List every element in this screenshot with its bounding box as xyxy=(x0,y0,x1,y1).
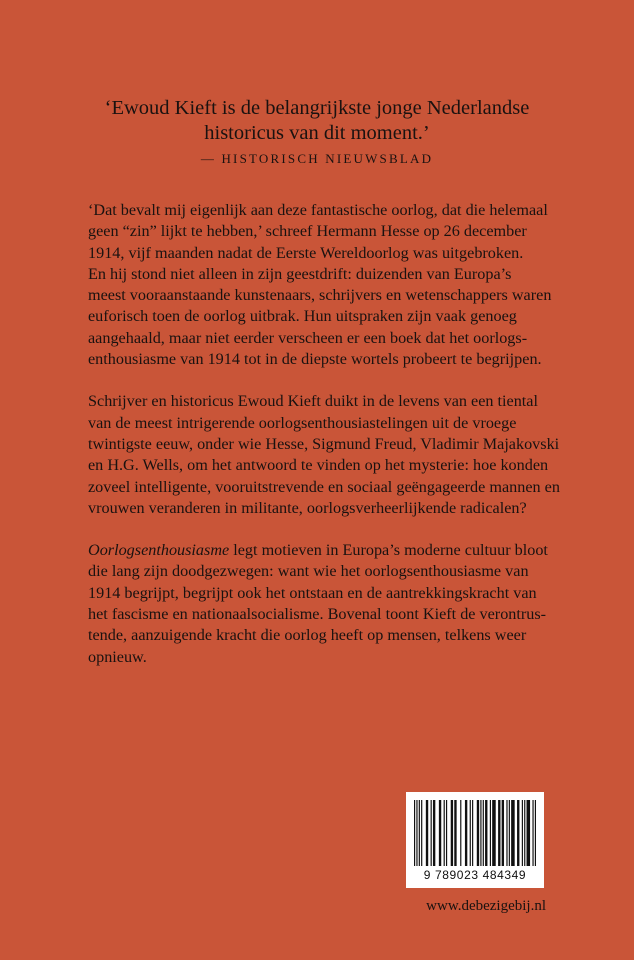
barcode-bar xyxy=(426,800,428,866)
barcode-bar xyxy=(421,800,422,866)
blurb-line: opnieuw. xyxy=(88,647,147,666)
blurb-line: het fascisme en nationaalsocialisme. Bovenal toont Kieft de verontrus- xyxy=(88,605,547,624)
barcode-bar xyxy=(483,800,484,866)
barcode-bar xyxy=(470,800,471,866)
barcode-bar xyxy=(465,800,467,866)
barcode-bar xyxy=(532,800,533,866)
blurb-line: 1914 begrijpt, begrijpt ook het ontstaan en de aantrekkingskracht van xyxy=(88,583,537,602)
blurb-line: tende, aanzuigende kracht die oorlog heeft op mensen, telkens weer xyxy=(88,626,527,645)
blurb-line: euforisch toen de oorlog uitbrak. Hun uitspraken zijn vaak genoeg xyxy=(88,307,517,326)
blurb-line: zoveel intelligente, vooruitstrevende en sociaal geëngageerde mannen en xyxy=(88,477,560,496)
barcode-bar xyxy=(502,800,504,866)
book-title: Oorlogsenthousiasme xyxy=(88,541,230,560)
blurb-line: en H.G. Wells, om het antwoord te vinden op het mysterie: hoe konden xyxy=(88,456,549,475)
blurb-line-rest: legt motieven in Europa’s moderne cultuur bloot xyxy=(229,541,548,560)
blurb-line: die lang zijn doodgezwegen: want wie het oorlogsenthousiasme van xyxy=(88,562,529,581)
blurb-line: En hij stond niet alleen in zijn geestdrift: duizenden van Europa’s xyxy=(88,264,512,283)
barcode-bar xyxy=(477,800,479,866)
barcode-bar xyxy=(433,800,435,866)
barcode-bar xyxy=(498,800,500,866)
barcode-bar xyxy=(509,800,510,866)
barcode-bar xyxy=(439,800,441,866)
barcode-bar xyxy=(492,800,496,866)
isbn-barcode xyxy=(406,792,544,888)
blurb-paragraph-1 xyxy=(88,200,558,370)
quote-attribution: — HISTORISCH NIEUWSBLAD xyxy=(200,151,434,166)
barcode-bar xyxy=(419,800,420,866)
blurb-line: van de meest intrigerende oorlogsenthousiastelingen uit de vroege xyxy=(88,413,517,432)
barcode-bar xyxy=(454,800,456,866)
blurb-line: aangehaald, maar niet eerder verscheen er een boek dat het oorlogs- xyxy=(88,328,528,347)
publisher-website: www.debezigebij.nl xyxy=(426,898,546,914)
barcode-bar xyxy=(460,800,461,866)
barcode-bar xyxy=(506,800,507,866)
blurb-line: Schrijver en historicus Ewoud Kieft duikt in de levens van een tiental xyxy=(88,392,538,411)
barcode-bar xyxy=(511,800,515,866)
barcode-bar xyxy=(446,800,447,866)
blurb-line: ‘Dat bevalt mij eigenlijk aan deze fantastische oorlog, dat die helemaal xyxy=(88,201,548,219)
review-quote xyxy=(0,96,634,168)
quote-line-1: ‘Ewoud Kieft is de belangrijkste jonge Nederlandse xyxy=(104,97,530,119)
blurb-line: geen “zin” lijkt te hebben,’ schreef Hermann Hesse op 26 december xyxy=(88,222,527,241)
blurb-line: meest vooraanstaande kunstenaars, schrijvers en wetenschappers waren xyxy=(88,286,552,305)
blurb-line xyxy=(88,540,558,561)
blurb-line: vrouwen veranderen in militante, oorlogsverheerlijkende radicalen? xyxy=(88,498,527,517)
barcode-bar xyxy=(414,800,415,866)
barcode-bars xyxy=(414,800,536,866)
barcode-bar xyxy=(522,800,523,866)
barcode-bar xyxy=(527,800,531,866)
barcode-bar xyxy=(431,800,432,866)
blurb-paragraph-2 xyxy=(88,391,558,519)
barcode-bar xyxy=(451,800,453,866)
quote-line-2: historicus van dit moment.’ xyxy=(204,122,430,144)
isbn-number: 9 789023 484349 xyxy=(423,868,527,882)
barcode-bar xyxy=(535,800,536,866)
barcode-bar xyxy=(480,800,481,866)
blurb-line: 1914, vijf maanden nadat de Eerste Wereldoorlog was uitgebroken. xyxy=(88,243,524,262)
barcode-bar xyxy=(416,800,417,866)
blurb-text xyxy=(88,200,558,689)
barcode-bar xyxy=(472,800,473,866)
barcode-bar xyxy=(444,800,445,866)
barcode-bar xyxy=(524,800,525,866)
blurb-line: enthousiasme van 1914 tot in de diepste wortels probeert te begrijpen. xyxy=(88,350,542,369)
barcode-bar xyxy=(517,800,519,866)
blurb-line: twintigste eeuw, onder wie Hesse, Sigmund Freud, Vladimir Majakovski xyxy=(88,434,560,453)
barcode-bar xyxy=(490,800,491,866)
barcode-bar xyxy=(485,800,487,866)
blurb-paragraph-3 xyxy=(88,540,558,668)
